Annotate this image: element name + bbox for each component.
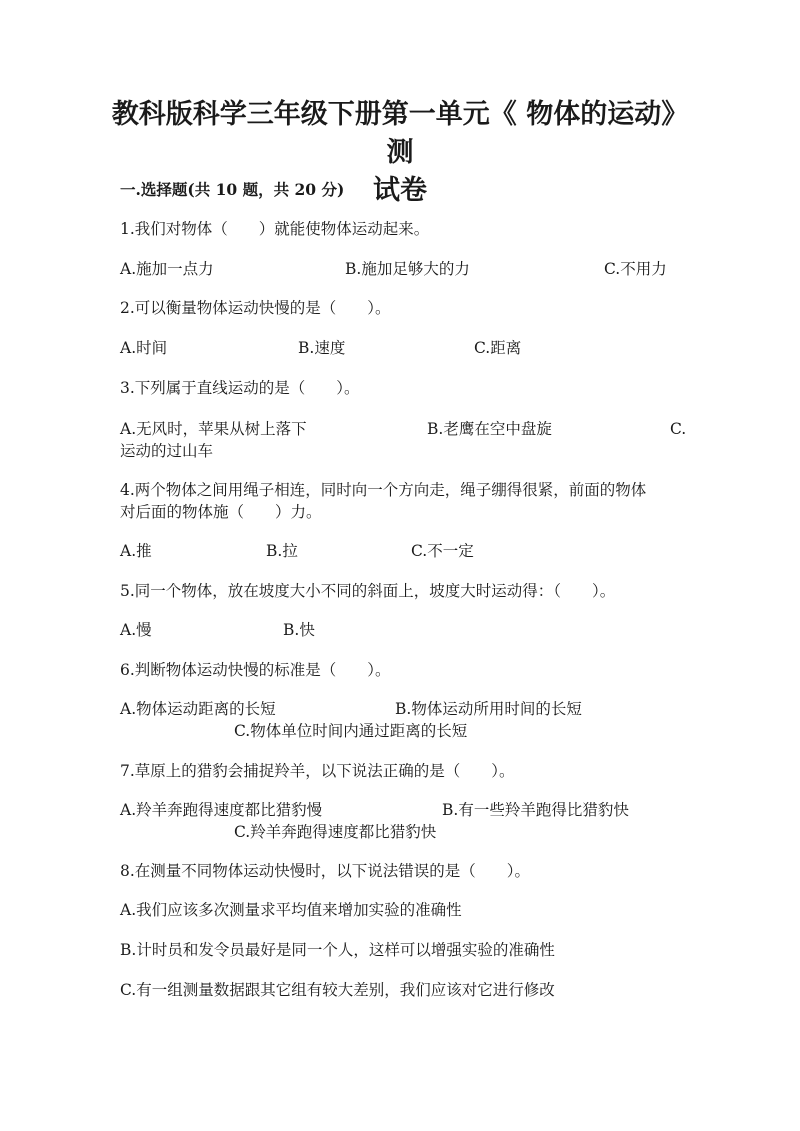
q7-option-b: B.有一些羚羊跑得比猎豹快 — [442, 801, 629, 819]
q5-option-b: B.快 — [283, 621, 315, 639]
q8-option-a: A.我们应该多次测量求平均值来增加实验的准确性 — [120, 901, 462, 919]
q3-option-b: B.老鹰在空中盘旋 — [427, 420, 552, 438]
q1-option-b: B.施加足够大的力 — [345, 260, 470, 278]
question-4-line-1: 4.两个物体之间用绳子相连，同时向一个方向走，绳子绷得很紧，前面的物体 — [120, 481, 647, 499]
section-heading: 一.选择题(共 10 题，共 20 分) — [120, 180, 345, 199]
q7-option-a: A.羚羊奔跑得速度都比猎豹慢 — [120, 801, 323, 819]
q2-option-c: C.距离 — [474, 339, 522, 357]
title-line-1: 教科版科学三年级下册第一单元《 物体的运动》测 — [111, 99, 689, 168]
q6-option-c: C.物体单位时间内通过距离的长短 — [234, 722, 468, 740]
question-5: 5.同一个物体，放在坡度大小不同的斜面上，坡度大时运动得：（ ）。 — [120, 582, 616, 600]
q4-option-b: B.拉 — [266, 542, 298, 560]
q4-option-a: A.推 — [120, 542, 152, 560]
question-7: 7.草原上的猎豹会捕捉羚羊，以下说法正确的是（ ）。 — [120, 762, 515, 780]
q1-option-a: A.施加一点力 — [120, 260, 214, 278]
q3-option-c: C. — [670, 420, 687, 438]
q3-option-c-text: 运动的过山车 — [120, 442, 214, 460]
q3-option-a: A.无风时，苹果从树上落下 — [120, 420, 307, 438]
question-1: 1.我们对物体（ ）就能使物体运动起来。 — [120, 220, 430, 238]
q2-option-b: B.速度 — [298, 339, 346, 357]
q5-option-a: A.慢 — [120, 621, 152, 639]
q2-option-a: A.时间 — [120, 339, 168, 357]
question-6: 6.判断物体运动快慢的标准是（ ）。 — [120, 661, 391, 679]
q6-option-a: A.物体运动距离的长短 — [120, 700, 276, 718]
q7-option-c: C.羚羊奔跑得速度都比猎豹快 — [234, 823, 437, 841]
question-2: 2.可以衡量物体运动快慢的是（ ）。 — [120, 299, 391, 317]
question-4-line-2: 对后面的物体施（ ）力。 — [120, 503, 322, 521]
q8-option-b: B.计时员和发令员最好是同一个人，这样可以增强实验的准确性 — [120, 941, 555, 959]
q6-option-b: B.物体运动所用时间的长短 — [395, 700, 582, 718]
q1-option-c: C.不用力 — [604, 260, 667, 278]
title-line-2: 试卷 — [373, 175, 427, 206]
question-3: 3.下列属于直线运动的是（ ）。 — [120, 379, 360, 397]
question-8: 8.在测量不同物体运动快慢时，以下说法错误的是（ ）。 — [120, 862, 531, 880]
q8-option-c: C.有一组测量数据跟其它组有较大差别，我们应该对它进行修改 — [120, 981, 555, 999]
q4-option-c: C.不一定 — [411, 542, 474, 560]
